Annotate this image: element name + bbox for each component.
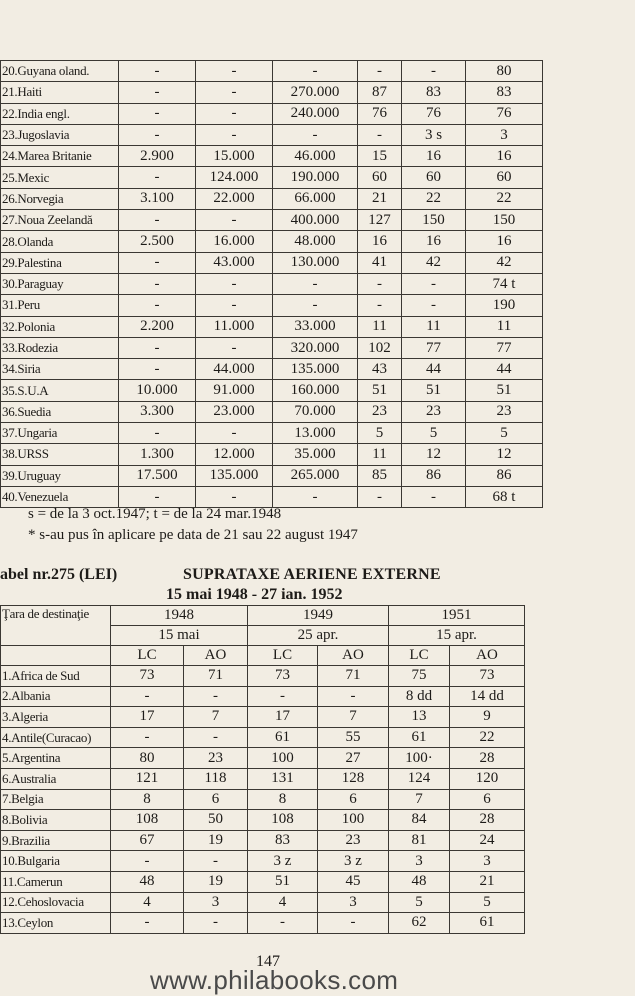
value-cell: - <box>119 103 196 124</box>
value-cell: - <box>184 686 248 707</box>
value-cell: 76 <box>402 103 466 124</box>
value-cell: 55 <box>318 727 389 748</box>
value-cell: 12 <box>466 444 543 465</box>
table-row <box>1 82 543 103</box>
table-row <box>1 210 543 231</box>
value-cell: - <box>196 337 273 358</box>
country-cell: 12.Cehoslovacia <box>1 892 111 913</box>
country-cell: 34.Siria <box>1 359 119 380</box>
value-cell: 5 <box>358 423 402 444</box>
value-cell: 270.000 <box>273 82 358 103</box>
value-cell: 22 <box>450 727 525 748</box>
value-cell: 27 <box>318 748 389 769</box>
value-cell: 41 <box>358 252 402 273</box>
value-cell: - <box>358 486 402 507</box>
value-cell: 15 <box>358 146 402 167</box>
value-cell: 42 <box>402 252 466 273</box>
value-cell: - <box>358 124 402 145</box>
country-cell: 6.Australia <box>1 768 111 789</box>
value-cell: 51 <box>466 380 543 401</box>
value-cell: 71 <box>318 666 389 687</box>
table-row <box>1 231 543 252</box>
value-cell: - <box>119 124 196 145</box>
country-cell: 25.Mexic <box>1 167 119 188</box>
table-row <box>1 465 543 486</box>
value-cell: - <box>119 273 196 294</box>
value-cell: - <box>402 61 466 82</box>
value-cell: 35.000 <box>273 444 358 465</box>
value-cell: 11.000 <box>196 316 273 337</box>
country-cell: 5.Argentina <box>1 748 111 769</box>
table-subtitle: 15 mai 1948 - 27 ian. 1952 <box>166 586 343 603</box>
value-cell: 108 <box>111 810 184 831</box>
value-cell: 75 <box>389 666 450 687</box>
country-cell: 29.Palestina <box>1 252 119 273</box>
country-cell: 11.Camerun <box>1 871 111 892</box>
value-cell: 118 <box>184 768 248 789</box>
value-cell: - <box>184 851 248 872</box>
value-cell: 3 z <box>248 851 318 872</box>
value-cell: 3 <box>450 851 525 872</box>
value-cell: 73 <box>248 666 318 687</box>
value-cell: - <box>119 423 196 444</box>
value-cell: 19 <box>184 830 248 851</box>
value-cell: 73 <box>450 666 525 687</box>
value-cell: 17 <box>111 707 184 728</box>
value-cell: 42 <box>466 252 543 273</box>
value-cell: 4 <box>111 892 184 913</box>
value-cell: - <box>111 727 184 748</box>
column-header: AO <box>184 646 248 666</box>
value-cell: 80 <box>466 61 543 82</box>
value-cell: 44 <box>402 359 466 380</box>
value-cell: - <box>111 913 184 934</box>
value-cell: - <box>402 295 466 316</box>
value-cell: 5 <box>466 423 543 444</box>
value-cell: - <box>119 337 196 358</box>
postage-rates-body <box>1 61 543 508</box>
value-cell: - <box>273 61 358 82</box>
value-cell: 91.000 <box>196 380 273 401</box>
value-cell: - <box>119 359 196 380</box>
value-cell: 44.000 <box>196 359 273 380</box>
value-cell: 3 <box>184 892 248 913</box>
table-row <box>1 61 543 82</box>
value-cell: 16 <box>402 231 466 252</box>
value-cell: 124.000 <box>196 167 273 188</box>
column-header: LC <box>248 646 318 666</box>
header-row-years <box>1 606 525 626</box>
table-row <box>1 103 543 124</box>
value-cell: 23 <box>358 401 402 422</box>
value-cell: 23 <box>318 830 389 851</box>
value-cell: 6 <box>450 789 525 810</box>
value-cell: 12 <box>402 444 466 465</box>
value-cell: 23.000 <box>196 401 273 422</box>
value-cell: 8 <box>248 789 318 810</box>
value-cell: 15.000 <box>196 146 273 167</box>
value-cell: 21 <box>358 188 402 209</box>
value-cell: 130.000 <box>273 252 358 273</box>
value-cell: 8 dd <box>389 686 450 707</box>
value-cell: 100 <box>318 810 389 831</box>
value-cell: 66.000 <box>273 188 358 209</box>
value-cell: - <box>119 252 196 273</box>
country-cell: 10.Bulgaria <box>1 851 111 872</box>
value-cell: 60 <box>402 167 466 188</box>
value-cell: 86 <box>466 465 543 486</box>
table-label: abel nr.275 (LEI) <box>0 566 118 583</box>
value-cell: 45 <box>318 871 389 892</box>
value-cell: - <box>273 273 358 294</box>
value-cell: - <box>111 851 184 872</box>
value-cell: 83 <box>248 830 318 851</box>
value-cell: 74 t <box>466 273 543 294</box>
country-cell: 28.Olanda <box>1 231 119 252</box>
year-header: 1951 <box>389 606 525 626</box>
table-row <box>1 707 525 728</box>
country-cell: 24.Marea Britanie <box>1 146 119 167</box>
value-cell: 19 <box>184 871 248 892</box>
value-cell: 24 <box>450 830 525 851</box>
value-cell: 135.000 <box>273 359 358 380</box>
value-cell: - <box>402 273 466 294</box>
value-cell: 22 <box>402 188 466 209</box>
value-cell: 86 <box>402 465 466 486</box>
empty-header-cell <box>1 646 111 666</box>
country-cell: 31.Peru <box>1 295 119 316</box>
country-cell: 20.Guyana oland. <box>1 61 119 82</box>
value-cell: - <box>273 486 358 507</box>
country-cell: 27.Noua Zeelandă <box>1 210 119 231</box>
value-cell: 83 <box>402 82 466 103</box>
country-cell: 7.Belgia <box>1 789 111 810</box>
country-cell: 38.URSS <box>1 444 119 465</box>
value-cell: - <box>196 82 273 103</box>
value-cell: 10.000 <box>119 380 196 401</box>
value-cell: - <box>196 103 273 124</box>
country-cell: 39.Uruguay <box>1 465 119 486</box>
value-cell: 7 <box>184 707 248 728</box>
country-cell: 4.Antile(Curacao) <box>1 727 111 748</box>
table-row <box>1 666 525 687</box>
table-row <box>1 359 543 380</box>
table-row <box>1 188 543 209</box>
value-cell: 16 <box>358 231 402 252</box>
value-cell: 84 <box>389 810 450 831</box>
table-row <box>1 401 543 422</box>
table-row <box>1 686 525 707</box>
country-cell: 22.India engl. <box>1 103 119 124</box>
value-cell: 160.000 <box>273 380 358 401</box>
value-cell: 48 <box>111 871 184 892</box>
value-cell: 13 <box>389 707 450 728</box>
value-cell: 76 <box>358 103 402 124</box>
column-header: AO <box>450 646 525 666</box>
value-cell: 2.200 <box>119 316 196 337</box>
value-cell: 17 <box>248 707 318 728</box>
value-cell: 14 dd <box>450 686 525 707</box>
table-row <box>1 871 525 892</box>
value-cell: 3 <box>466 124 543 145</box>
country-cell: 33.Rodezia <box>1 337 119 358</box>
value-cell: 128 <box>318 768 389 789</box>
value-cell: 265.000 <box>273 465 358 486</box>
value-cell: 6 <box>184 789 248 810</box>
value-cell: - <box>248 686 318 707</box>
value-cell: 61 <box>450 913 525 934</box>
value-cell: 124 <box>389 768 450 789</box>
country-cell: 35.S.U.A <box>1 380 119 401</box>
value-cell: - <box>196 273 273 294</box>
value-cell: 11 <box>402 316 466 337</box>
page-number: 147 <box>256 953 280 970</box>
table-row <box>1 768 525 789</box>
value-cell: 127 <box>358 210 402 231</box>
value-cell: - <box>119 210 196 231</box>
date-header: 15 mai <box>111 626 248 646</box>
value-cell: 48.000 <box>273 231 358 252</box>
value-cell: 12.000 <box>196 444 273 465</box>
country-cell: 9.Brazilia <box>1 830 111 851</box>
value-cell: 4 <box>248 892 318 913</box>
value-cell: 23 <box>402 401 466 422</box>
value-cell: 190.000 <box>273 167 358 188</box>
value-cell: 3.100 <box>119 188 196 209</box>
value-cell: 11 <box>358 316 402 337</box>
value-cell: 3 s <box>402 124 466 145</box>
value-cell: 102 <box>358 337 402 358</box>
table-row <box>1 810 525 831</box>
value-cell: 83 <box>466 82 543 103</box>
header-row-columns <box>1 646 525 666</box>
value-cell: 22 <box>466 188 543 209</box>
value-cell: 108 <box>248 810 318 831</box>
value-cell: - <box>196 61 273 82</box>
country-cell: 2.Albania <box>1 686 111 707</box>
value-cell: 13.000 <box>273 423 358 444</box>
value-cell: 46.000 <box>273 146 358 167</box>
value-cell: 60 <box>358 167 402 188</box>
table-row <box>1 830 525 851</box>
value-cell: - <box>273 295 358 316</box>
table-row <box>1 444 543 465</box>
value-cell: 3.300 <box>119 401 196 422</box>
value-cell: - <box>119 61 196 82</box>
value-cell: 81 <box>389 830 450 851</box>
value-cell: 131 <box>248 768 318 789</box>
value-cell: 7 <box>389 789 450 810</box>
value-cell: 5 <box>450 892 525 913</box>
destination-header: Ţara de destinaţie <box>1 606 111 646</box>
date-header: 15 apr. <box>389 626 525 646</box>
value-cell: 100· <box>389 748 450 769</box>
value-cell: 43 <box>358 359 402 380</box>
value-cell: 62 <box>389 913 450 934</box>
table-row <box>1 337 543 358</box>
value-cell: - <box>358 295 402 316</box>
value-cell: 51 <box>358 380 402 401</box>
value-cell: 7 <box>318 707 389 728</box>
value-cell: 67 <box>111 830 184 851</box>
value-cell: - <box>402 486 466 507</box>
value-cell: 11 <box>466 316 543 337</box>
value-cell: 240.000 <box>273 103 358 124</box>
note-legend: s = de la 3 oct.1947; t = de la 24 mar.1948 <box>28 506 282 522</box>
column-header: AO <box>318 646 389 666</box>
value-cell: 16 <box>466 231 543 252</box>
table-row <box>1 727 525 748</box>
value-cell: 16.000 <box>196 231 273 252</box>
table-row <box>1 913 525 934</box>
value-cell: 70.000 <box>273 401 358 422</box>
value-cell: 61 <box>389 727 450 748</box>
table-notes <box>28 504 358 546</box>
value-cell: 33.000 <box>273 316 358 337</box>
value-cell: - <box>119 82 196 103</box>
value-cell: 3 <box>318 892 389 913</box>
country-cell: 1.Africa de Sud <box>1 666 111 687</box>
value-cell: 43.000 <box>196 252 273 273</box>
table-row <box>1 380 543 401</box>
value-cell: 11 <box>358 444 402 465</box>
value-cell: 71 <box>184 666 248 687</box>
value-cell: 150 <box>402 210 466 231</box>
value-cell: 28 <box>450 810 525 831</box>
value-cell: 23 <box>466 401 543 422</box>
value-cell: - <box>196 423 273 444</box>
value-cell: 150 <box>466 210 543 231</box>
country-cell: 3.Algeria <box>1 707 111 728</box>
table-row <box>1 892 525 913</box>
table-row <box>1 295 543 316</box>
value-cell: 60 <box>466 167 543 188</box>
value-cell: 9 <box>450 707 525 728</box>
value-cell: - <box>184 727 248 748</box>
value-cell: - <box>196 295 273 316</box>
value-cell: - <box>119 167 196 188</box>
value-cell: 80 <box>111 748 184 769</box>
air-surcharge-table <box>0 605 525 934</box>
column-header: LC <box>389 646 450 666</box>
country-cell: 40.Venezuela <box>1 486 119 507</box>
value-cell: - <box>318 913 389 934</box>
air-surcharge-body <box>1 666 525 934</box>
year-header: 1948 <box>111 606 248 626</box>
table-row <box>1 423 543 444</box>
value-cell: 2.500 <box>119 231 196 252</box>
value-cell: 76 <box>466 103 543 124</box>
value-cell: 100 <box>248 748 318 769</box>
table-row <box>1 252 543 273</box>
note-applied: * s-au pus în aplicare pe data de 21 sau 22 august 1947 <box>28 527 358 543</box>
value-cell: - <box>184 913 248 934</box>
value-cell: 120 <box>450 768 525 789</box>
value-cell: 23 <box>184 748 248 769</box>
table-row <box>1 748 525 769</box>
value-cell: - <box>273 124 358 145</box>
value-cell: - <box>196 124 273 145</box>
country-cell: 21.Haiti <box>1 82 119 103</box>
value-cell: 16 <box>402 146 466 167</box>
date-header: 25 apr. <box>248 626 389 646</box>
value-cell: 320.000 <box>273 337 358 358</box>
value-cell: - <box>196 210 273 231</box>
country-cell: 26.Norvegia <box>1 188 119 209</box>
value-cell: 28 <box>450 748 525 769</box>
table-row <box>1 851 525 872</box>
value-cell: 3 <box>389 851 450 872</box>
watermark: www.philabooks.com <box>150 965 399 995</box>
value-cell: 77 <box>466 337 543 358</box>
value-cell: 44 <box>466 359 543 380</box>
value-cell: 21 <box>450 871 525 892</box>
country-cell: 32.Polonia <box>1 316 119 337</box>
value-cell: 190 <box>466 295 543 316</box>
value-cell: 77 <box>402 337 466 358</box>
value-cell: - <box>248 913 318 934</box>
value-cell: - <box>119 295 196 316</box>
value-cell: 51 <box>248 871 318 892</box>
table-row <box>1 316 543 337</box>
value-cell: 87 <box>358 82 402 103</box>
value-cell: 400.000 <box>273 210 358 231</box>
value-cell: 3 z <box>318 851 389 872</box>
value-cell: 68 t <box>466 486 543 507</box>
table-row <box>1 167 543 188</box>
year-header: 1949 <box>248 606 389 626</box>
value-cell: 73 <box>111 666 184 687</box>
value-cell: - <box>119 486 196 507</box>
table-row <box>1 789 525 810</box>
value-cell: 135.000 <box>196 465 273 486</box>
value-cell: 51 <box>402 380 466 401</box>
value-cell: 5 <box>402 423 466 444</box>
value-cell: 61 <box>248 727 318 748</box>
value-cell: 5 <box>389 892 450 913</box>
country-cell: 8.Bolivia <box>1 810 111 831</box>
table-row <box>1 273 543 294</box>
value-cell: 22.000 <box>196 188 273 209</box>
country-cell: 30.Paraguay <box>1 273 119 294</box>
value-cell: 17.500 <box>119 465 196 486</box>
table-title: SUPRATAXE AERIENE EXTERNE <box>183 566 441 583</box>
value-cell: - <box>196 486 273 507</box>
country-cell: 13.Ceylon <box>1 913 111 934</box>
value-cell: - <box>358 273 402 294</box>
country-cell: 37.Ungaria <box>1 423 119 444</box>
value-cell: - <box>358 61 402 82</box>
value-cell: 121 <box>111 768 184 789</box>
value-cell: 50 <box>184 810 248 831</box>
country-cell: 36.Suedia <box>1 401 119 422</box>
value-cell: 85 <box>358 465 402 486</box>
value-cell: 6 <box>318 789 389 810</box>
value-cell: - <box>318 686 389 707</box>
value-cell: 8 <box>111 789 184 810</box>
value-cell: 1.300 <box>119 444 196 465</box>
table-row <box>1 146 543 167</box>
table-row <box>1 124 543 145</box>
value-cell: 2.900 <box>119 146 196 167</box>
column-header: LC <box>111 646 184 666</box>
value-cell: 48 <box>389 871 450 892</box>
value-cell: - <box>111 686 184 707</box>
value-cell: 16 <box>466 146 543 167</box>
country-cell: 23.Jugoslavia <box>1 124 119 145</box>
postage-rates-table <box>0 60 543 508</box>
